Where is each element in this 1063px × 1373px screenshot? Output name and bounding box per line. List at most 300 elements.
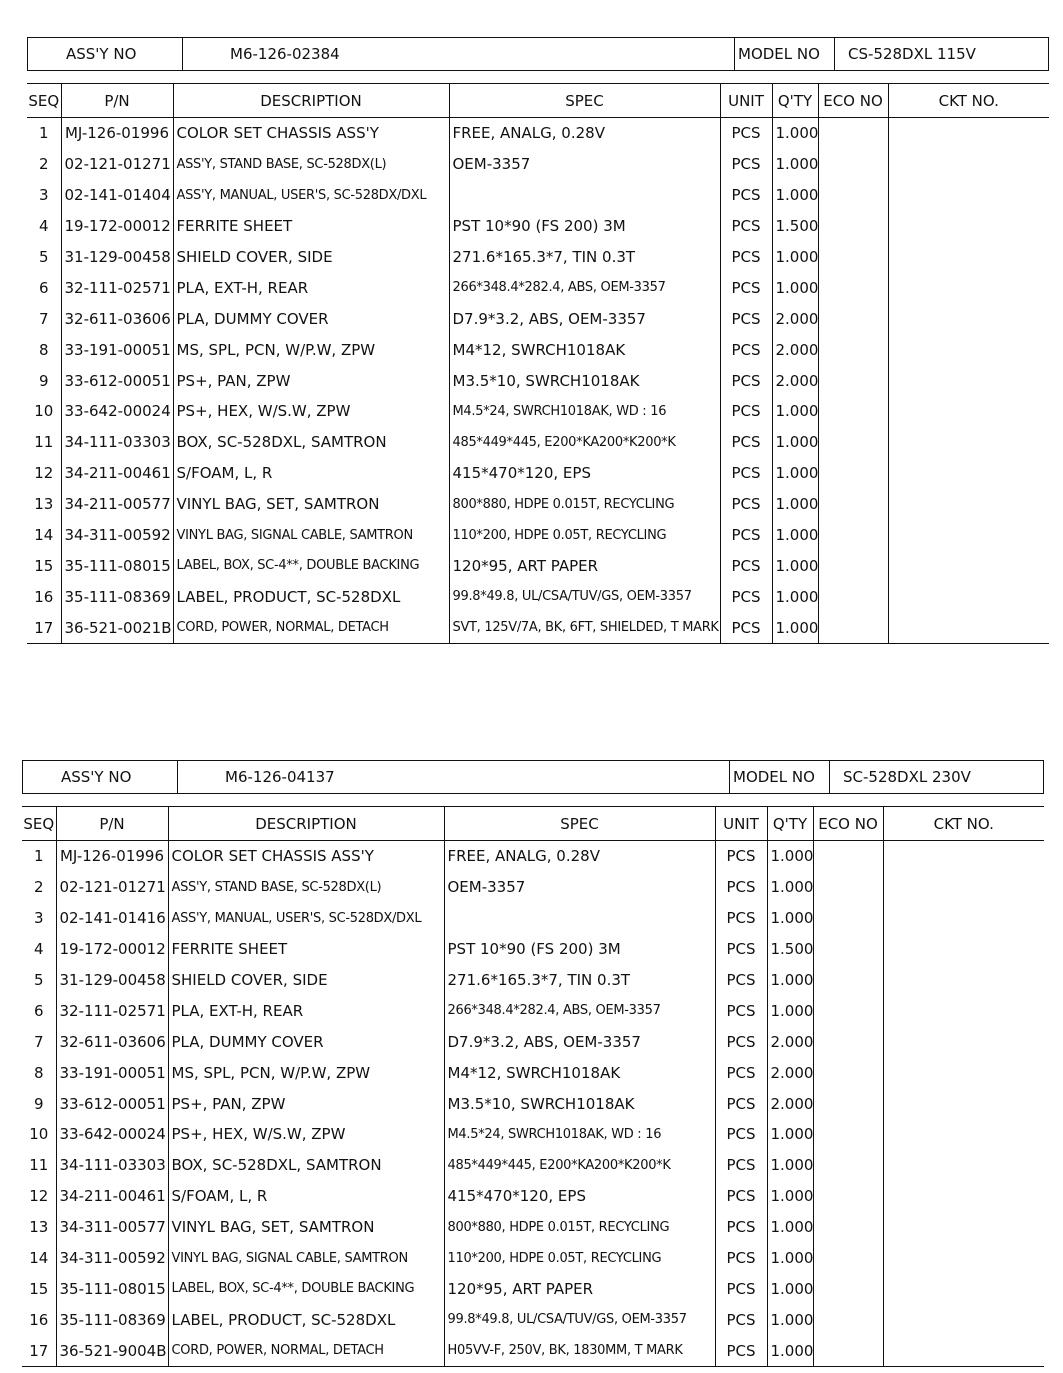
cell-ckt [883,1212,1044,1243]
cell-unit: PCS [715,872,767,903]
cell-ckt [888,180,1049,211]
table-row [27,118,1049,149]
cell-qty: 1.000 [767,872,813,903]
cell-ckt [888,458,1049,489]
cell-ckt [888,520,1049,551]
cell-spec: 800*880, HDPE 0.015T, RECYCLING [444,1212,715,1243]
cell-spec: 110*200, HDPE 0.05T, RECYCLING [444,1243,715,1274]
cell-pn: 35-111-08369 [61,581,173,612]
cell-seq: 1 [38,124,49,143]
cell-pn: 33-191-00051 [56,1057,168,1088]
cell-description: COLOR SET CHASSIS ASS'Y [168,841,444,872]
cell-pn: 35-111-08369 [56,1304,168,1335]
parts-table-body [27,118,1049,644]
cell-unit: PCS [720,458,772,489]
cell-qty: 1.000 [767,1150,813,1181]
cell-seq: 8 [38,340,49,359]
model-no-label: MODEL NO [733,768,815,786]
cell-seq: 14 [29,1249,49,1268]
cell-unit: PCS [720,489,772,520]
cell-qty: 1.000 [772,520,818,551]
cell-unit: PCS [715,1243,767,1274]
cell-eco [818,180,888,211]
cell-eco [818,396,888,427]
table-row [22,841,1044,872]
parts-table-2 [22,806,1044,1367]
cell-seq: 3 [38,186,49,205]
cell-seq: 17 [27,612,61,643]
cell-eco [818,242,888,273]
cell-ckt [883,1057,1044,1088]
cell-ckt [888,334,1049,365]
cell-unit: PCS [720,242,772,273]
table-row [22,965,1044,996]
cell-description: PS+, HEX, W/S.W, ZPW [173,396,449,427]
cell-description: PS+, HEX, W/S.W, ZPW [168,1119,444,1150]
cell-ckt [888,365,1049,396]
assy-no-value: M6-126-04137 [225,768,335,786]
cell-spec: 415*470*120, EPS [444,1181,715,1212]
cell-pn: 34-211-00461 [56,1181,168,1212]
cell-qty: 2.000 [772,334,818,365]
cell-eco [818,458,888,489]
cell-qty: 1.000 [767,903,813,934]
cell-ckt [888,118,1049,149]
cell-pn: 02-141-01416 [56,903,168,934]
cell-description: LABEL, PRODUCT, SC-528DXL [173,581,449,612]
cell-description: PLA, DUMMY COVER [173,303,449,334]
table-row [22,872,1044,903]
cell-qty: 1.000 [767,1304,813,1335]
table-row [27,427,1049,458]
cell-description: SHIELD COVER, SIDE [168,965,444,996]
cell-ckt [888,550,1049,581]
cell-unit: PCS [720,303,772,334]
cell-ckt [883,872,1044,903]
cell-eco [813,872,883,903]
cell-description: LABEL, BOX, SC-4**, DOUBLE BACKING [173,550,449,581]
col-seq: SEQ [27,84,61,118]
cell-description: VINYL BAG, SET, SAMTRON [173,489,449,520]
cell-ckt [883,995,1044,1026]
cell-unit: PCS [715,1304,767,1335]
cell-qty: 2.000 [772,365,818,396]
cell-ckt [888,489,1049,520]
cell-seq: 11 [34,433,54,452]
table-row [27,550,1049,581]
cell-eco [818,550,888,581]
cell-description: ASS'Y, MANUAL, USER'S, SC-528DX/DXL [173,180,449,211]
cell-ckt [888,581,1049,612]
cell-ckt [883,1181,1044,1212]
cell-unit: PCS [720,334,772,365]
cell-unit: PCS [715,1057,767,1088]
cell-pn: 02-121-01271 [56,872,168,903]
cell-seq: 9 [38,371,49,390]
cell-description: CORD, POWER, NORMAL, DETACH [173,612,449,643]
cell-pn: 34-311-00577 [56,1212,168,1243]
cell-unit: PCS [720,180,772,211]
col-qty: Q'TY [772,84,818,118]
col-qty: Q'TY [767,807,813,841]
cell-pn: 35-111-08015 [56,1273,168,1304]
cell-ckt [883,1150,1044,1181]
cell-qty: 1.000 [772,427,818,458]
cell-pn: 33-642-00024 [56,1119,168,1150]
table-row [22,995,1044,1026]
cell-unit: PCS [720,581,772,612]
cell-spec: 271.6*165.3*7, TIN 0.3T [449,242,720,273]
cell-pn: 31-129-00458 [61,242,173,273]
cell-qty: 1.000 [767,841,813,872]
cell-description: FERRITE SHEET [173,211,449,242]
cell-qty: 1.000 [772,149,818,180]
col-unit: UNIT [720,84,772,118]
cell-qty: 1.000 [767,1335,813,1366]
cell-pn: 34-311-00592 [61,520,173,551]
cell-seq: 9 [33,1094,44,1113]
cell-eco [813,1273,883,1304]
cell-unit: PCS [715,1088,767,1119]
table-row [22,1212,1044,1243]
table-row [22,1026,1044,1057]
cell-unit: PCS [720,396,772,427]
cell-pn: MJ-126-01996 [56,841,168,872]
col-ckt: CKT NO. [883,807,1044,841]
cell-unit: PCS [715,841,767,872]
cell-spec: 800*880, HDPE 0.015T, RECYCLING [449,489,720,520]
cell-pn: 32-111-02571 [56,995,168,1026]
cell-description: MS, SPL, PCN, W/P.W, ZPW [173,334,449,365]
cell-ckt [883,1119,1044,1150]
cell-pn: 36-521-9004B [56,1335,168,1366]
cell-ckt [883,934,1044,965]
cell-spec: PST 10*90 (FS 200) 3M [444,934,715,965]
model-no-value: CS-528DXL 115V [848,45,976,63]
cell-pn: 19-172-00012 [56,934,168,965]
cell-spec: OEM-3357 [444,872,715,903]
cell-eco [813,841,883,872]
cell-seq: 15 [29,1279,49,1298]
cell-eco [813,1026,883,1057]
cell-eco [818,211,888,242]
table-row [22,1119,1044,1150]
cell-description: S/FOAM, L, R [173,458,449,489]
cell-description: BOX, SC-528DXL, SAMTRON [168,1150,444,1181]
cell-eco [813,1057,883,1088]
cell-description: ASS'Y, STAND BASE, SC-528DX(L) [168,872,444,903]
col-description: DESCRIPTION [173,84,449,118]
table-row [27,396,1049,427]
cell-eco [818,303,888,334]
table-header-row [27,84,1049,118]
cell-spec: 266*348.4*282.4, ABS, OEM-3357 [444,995,715,1026]
cell-qty: 1.000 [767,1243,813,1274]
cell-pn: 19-172-00012 [61,211,173,242]
cell-unit: PCS [715,1181,767,1212]
cell-eco [818,612,888,643]
cell-ckt [888,272,1049,303]
cell-unit: PCS [720,365,772,396]
table-row [22,1181,1044,1212]
cell-qty: 1.000 [767,1273,813,1304]
cell-qty: 2.000 [767,1057,813,1088]
cell-unit: PCS [715,1026,767,1057]
cell-pn: 33-612-00051 [56,1088,168,1119]
cell-spec: FREE, ANALG, 0.28V [449,118,720,149]
cell-eco [818,272,888,303]
cell-eco [813,1181,883,1212]
cell-eco [818,334,888,365]
table-row [27,458,1049,489]
cell-pn: 02-141-01404 [61,180,173,211]
cell-pn: 33-612-00051 [61,365,173,396]
cell-seq: 16 [29,1310,49,1329]
cell-seq: 15 [34,556,54,575]
cell-eco [818,118,888,149]
cell-spec: PST 10*90 (FS 200) 3M [449,211,720,242]
cell-spec: 99.8*49.8, UL/CSA/TUV/GS, OEM-3357 [444,1304,715,1335]
cell-description: PLA, EXT-H, REAR [168,995,444,1026]
cell-pn: 32-611-03606 [56,1026,168,1057]
cell-spec: 110*200, HDPE 0.05T, RECYCLING [449,520,720,551]
table-row [27,581,1049,612]
cell-ckt [883,841,1044,872]
cell-unit: PCS [715,934,767,965]
cell-ckt [888,612,1049,643]
cell-ckt [883,1088,1044,1119]
cell-spec: M4.5*24, SWRCH1018AK, WD : 16 [449,396,720,427]
cell-eco [813,1212,883,1243]
assy-no-label: ASS'Y NO [66,45,137,63]
cell-description: S/FOAM, L, R [168,1181,444,1212]
cell-spec: 99.8*49.8, UL/CSA/TUV/GS, OEM-3357 [449,581,720,612]
col-spec: SPEC [449,84,720,118]
cell-pn: 34-111-03303 [61,427,173,458]
cell-qty: 1.000 [767,1212,813,1243]
cell-seq: 4 [38,217,49,236]
cell-pn: 34-311-00592 [56,1243,168,1274]
table-row [22,1335,1044,1366]
cell-ckt [888,427,1049,458]
cell-spec: 120*95, ART PAPER [444,1273,715,1304]
cell-seq: 3 [33,909,44,928]
parts-table-body [22,841,1044,1367]
cell-pn: 35-111-08015 [61,550,173,581]
col-seq: SEQ [22,807,56,841]
cell-description: VINYL BAG, SIGNAL CABLE, SAMTRON [173,520,449,551]
cell-pn: 32-111-02571 [61,272,173,303]
cell-eco [813,1335,883,1366]
cell-ckt [883,903,1044,934]
cell-seq: 10 [34,402,54,421]
table-row [27,520,1049,551]
cell-pn: 33-642-00024 [61,396,173,427]
cell-unit: PCS [720,520,772,551]
table-row [22,1273,1044,1304]
cell-pn: MJ-126-01996 [61,118,173,149]
cell-eco [813,1304,883,1335]
col-spec: SPEC [444,807,715,841]
cell-description: MS, SPL, PCN, W/P.W, ZPW [168,1057,444,1088]
table-row [22,903,1044,934]
cell-eco [818,520,888,551]
cell-unit: PCS [715,1150,767,1181]
cell-seq: 6 [33,1001,44,1020]
cell-qty: 2.000 [772,303,818,334]
cell-unit: PCS [720,118,772,149]
col-pn: P/N [61,84,173,118]
cell-qty: 1.000 [772,242,818,273]
cell-seq: 12 [29,1187,49,1206]
col-pn: P/N [56,807,168,841]
cell-unit: PCS [715,1119,767,1150]
cell-ckt [883,1243,1044,1274]
cell-spec [449,180,720,211]
model-no-value: SC-528DXL 230V [843,768,971,786]
table-row [27,242,1049,273]
cell-eco [813,965,883,996]
cell-description: FERRITE SHEET [168,934,444,965]
table-row [22,934,1044,965]
cell-unit: PCS [720,211,772,242]
cell-description: VINYL BAG, SIGNAL CABLE, SAMTRON [168,1243,444,1274]
table-row [22,1088,1044,1119]
cell-unit: PCS [720,612,772,643]
cell-ckt [883,1273,1044,1304]
cell-spec: D7.9*3.2, ABS, OEM-3357 [449,303,720,334]
cell-unit: PCS [715,1335,767,1366]
table-row [27,180,1049,211]
cell-ckt [888,242,1049,273]
cell-qty: 1.000 [772,612,818,643]
assy-header-2 [22,760,1044,794]
cell-eco [818,489,888,520]
cell-description: PS+, PAN, ZPW [168,1088,444,1119]
cell-description: LABEL, PRODUCT, SC-528DXL [168,1304,444,1335]
table-row [27,334,1049,365]
cell-description: SHIELD COVER, SIDE [173,242,449,273]
cell-unit: PCS [715,965,767,996]
cell-unit: PCS [715,995,767,1026]
cell-description: VINYL BAG, SET, SAMTRON [168,1212,444,1243]
cell-ckt [883,1026,1044,1057]
table-row [22,1057,1044,1088]
cell-seq: 17 [22,1335,56,1366]
table-row [27,303,1049,334]
cell-seq: 2 [38,155,49,174]
cell-seq: 2 [33,878,44,897]
cell-seq: 8 [33,1063,44,1082]
table-header-row [22,807,1044,841]
col-eco: ECO NO [818,84,888,118]
cell-ckt [888,149,1049,180]
cell-eco [813,1150,883,1181]
cell-seq: 7 [33,1032,44,1051]
cell-description: COLOR SET CHASSIS ASS'Y [173,118,449,149]
cell-unit: PCS [720,427,772,458]
cell-unit: PCS [720,272,772,303]
cell-qty: 1.500 [772,211,818,242]
cell-qty: 1.000 [767,1119,813,1150]
table-row [27,489,1049,520]
table-row [27,612,1049,643]
cell-seq: 4 [33,940,44,959]
cell-spec: M4.5*24, SWRCH1018AK, WD : 16 [444,1119,715,1150]
cell-spec: M3.5*10, SWRCH1018AK [449,365,720,396]
cell-description: ASS'Y, MANUAL, USER'S, SC-528DX/DXL [168,903,444,934]
cell-pn: 36-521-0021B [61,612,173,643]
cell-qty: 1.000 [772,489,818,520]
cell-qty: 1.000 [767,965,813,996]
cell-eco [818,581,888,612]
table-row [27,211,1049,242]
cell-eco [818,149,888,180]
cell-description: LABEL, BOX, SC-4**, DOUBLE BACKING [168,1273,444,1304]
cell-spec [444,903,715,934]
cell-seq: 6 [38,278,49,297]
cell-qty: 1.000 [772,118,818,149]
cell-pn: 02-121-01271 [61,149,173,180]
cell-qty: 1.000 [772,550,818,581]
assy-header-1 [27,37,1049,71]
cell-spec: M4*12, SWRCH1018AK [449,334,720,365]
cell-pn: 31-129-00458 [56,965,168,996]
cell-unit: PCS [715,1212,767,1243]
cell-pn: 34-111-03303 [56,1150,168,1181]
cell-pn: 32-611-03606 [61,303,173,334]
cell-description: CORD, POWER, NORMAL, DETACH [168,1335,444,1366]
table-row [27,365,1049,396]
cell-qty: 2.000 [767,1026,813,1057]
cell-spec: 485*449*445, E200*KA200*K200*K [449,427,720,458]
cell-seq: 14 [34,526,54,545]
cell-unit: PCS [720,149,772,180]
cell-seq: 5 [38,248,49,266]
cell-spec: 485*449*445, E200*KA200*K200*K [444,1150,715,1181]
cell-spec: M4*12, SWRCH1018AK [444,1057,715,1088]
cell-unit: PCS [720,550,772,581]
cell-ckt [883,1335,1044,1366]
cell-qty: 1.000 [772,272,818,303]
cell-spec: 415*470*120, EPS [449,458,720,489]
table-row [27,149,1049,180]
cell-description: PS+, PAN, ZPW [173,365,449,396]
cell-description: PLA, EXT-H, REAR [173,272,449,303]
cell-eco [813,1243,883,1274]
cell-eco [813,903,883,934]
cell-ckt [883,965,1044,996]
cell-spec: D7.9*3.2, ABS, OEM-3357 [444,1026,715,1057]
cell-ckt [888,211,1049,242]
cell-ckt [888,396,1049,427]
cell-spec: 271.6*165.3*7, TIN 0.3T [444,965,715,996]
cell-ckt [883,1304,1044,1335]
cell-eco [818,365,888,396]
cell-description: PLA, DUMMY COVER [168,1026,444,1057]
cell-eco [818,427,888,458]
cell-unit: PCS [715,1273,767,1304]
cell-qty: 1.000 [772,396,818,427]
cell-description: BOX, SC-528DXL, SAMTRON [173,427,449,458]
cell-eco [813,1119,883,1150]
table-row [22,1243,1044,1274]
cell-qty: 1.000 [772,180,818,211]
cell-seq: 7 [38,309,49,328]
col-eco: ECO NO [813,807,883,841]
cell-seq: 13 [29,1218,49,1237]
cell-spec: 266*348.4*282.4, ABS, OEM-3357 [449,272,720,303]
